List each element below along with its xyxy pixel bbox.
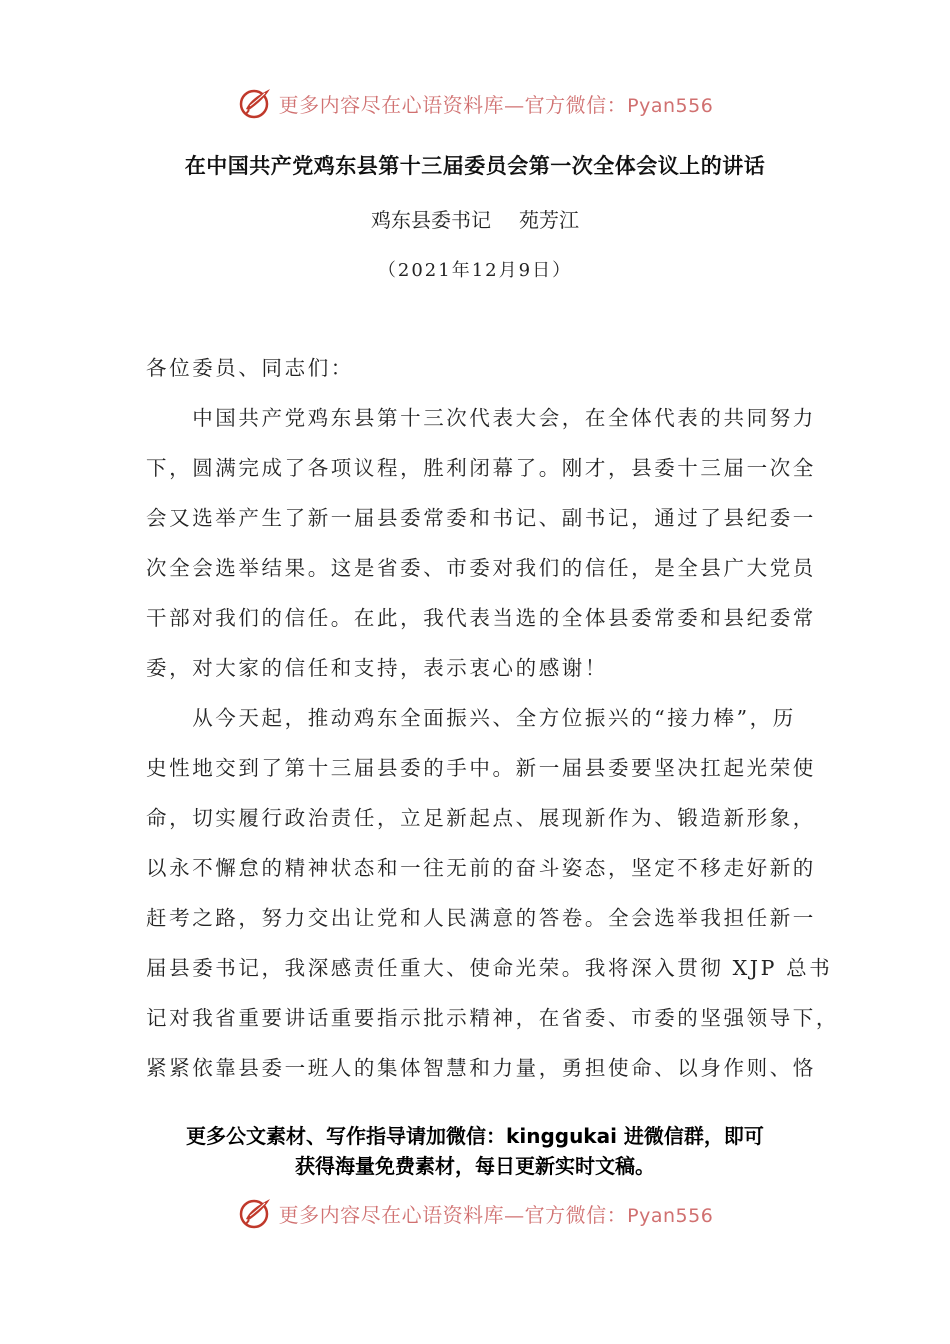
speaker-byline bbox=[0, 204, 950, 233]
footer-note-line2: 获得海量免费素材，每日更新实时文稿。 bbox=[295, 1154, 655, 1178]
text-line: 各位委员、同志们： bbox=[146, 356, 354, 380]
speech-date: （2021年12月9日） bbox=[377, 260, 573, 281]
text-line: 次全会选举结果。这是省委、市委对我们的信任，是全县广大党员 bbox=[146, 556, 816, 580]
text-line: 史性地交到了第十三届县委的手中。新一届县委要坚决扛起光荣使 bbox=[146, 756, 816, 780]
text-line: 记对我省重要讲话重要指示批示精神，在省委、市委的坚强领导下， bbox=[146, 1006, 839, 1030]
text-line: 从今天起，推动鸡东全面振兴、全方位振兴的“接力棒”，历 bbox=[146, 706, 796, 730]
pen-logo-icon bbox=[237, 1195, 273, 1231]
text-line: 委，对大家的信任和支持，表示衷心的感谢！ bbox=[146, 656, 608, 680]
text-line: 届县委书记，我深感责任重大、使命光荣。我将深入贯彻 XJP 总书 bbox=[146, 956, 833, 980]
footer-note-line1: 更多公文素材、写作指导请加微信：kinggukai 进微信群，即可 bbox=[186, 1124, 764, 1148]
document-title: 在中国共产党鸡东县第十三届委员会第一次全体会议上的讲话 bbox=[184, 154, 766, 178]
text-line: 以永不懈怠的精神状态和一往无前的奋斗姿态，坚定不移走好新的 bbox=[146, 856, 816, 880]
watermark-id: Pyan556 bbox=[627, 94, 714, 117]
speaker-role: 鸡东县委书记 bbox=[371, 208, 491, 232]
text-line: 会又选举产生了新一届县委常委和书记、副书记，通过了县纪委一 bbox=[146, 506, 816, 530]
text-line: 中国共产党鸡东县第十三次代表大会，在全体代表的共同努力 bbox=[146, 406, 816, 430]
text-line: 赶考之路，努力交出让党和人民满意的答卷。全会选举我担任新一 bbox=[146, 906, 816, 930]
watermark-text: 更多内容尽在心语资料库—官方微信：Pyan556 bbox=[278, 1202, 714, 1227]
watermark-text: 更多内容尽在心语资料库—官方微信：Pyan556 bbox=[278, 92, 714, 117]
text-line: 命，切实履行政治责任，立足新起点、展现新作为、锻造新形象， bbox=[146, 806, 816, 830]
watermark-id: Pyan556 bbox=[627, 1204, 714, 1227]
text-line: 下，圆满完成了各项议程，胜利闭幕了。刚才，县委十三届一次全 bbox=[146, 456, 816, 480]
watermark-bottom bbox=[0, 1191, 950, 1235]
text-line: 干部对我们的信任。在此，我代表当选的全体县委常委和县纪委常 bbox=[146, 606, 816, 630]
pen-logo-icon bbox=[237, 85, 273, 121]
text-line: 紧紧依靠县委一班人的集体智慧和力量，勇担使命、以身作则、恪 bbox=[146, 1056, 816, 1080]
footer-note bbox=[0, 1121, 950, 1181]
speech-body bbox=[146, 343, 839, 1093]
speaker-name: 苑芳江 bbox=[519, 208, 579, 232]
watermark-top bbox=[0, 81, 950, 125]
